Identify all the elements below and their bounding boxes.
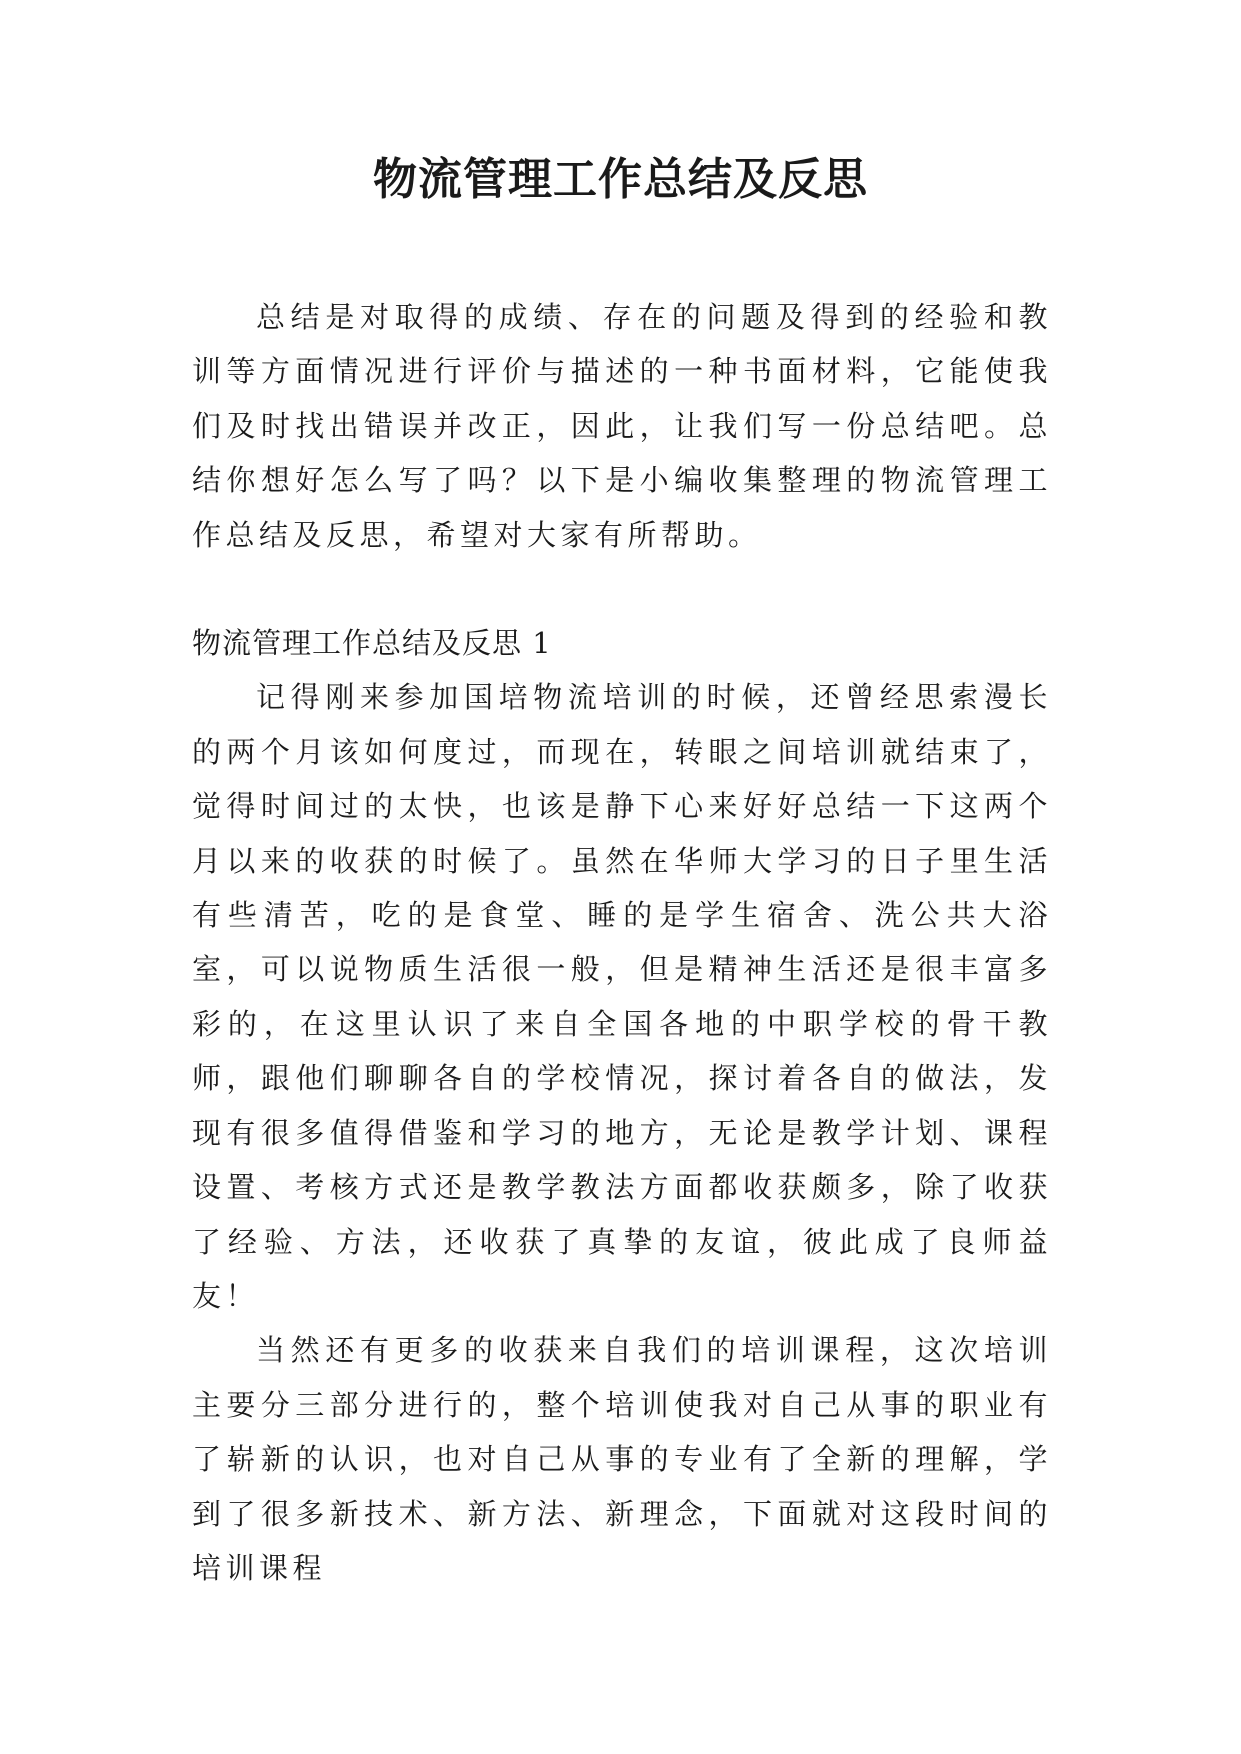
body-paragraph-1: 记得刚来参加国培物流培训的时候，还曾经思索漫长的两个月该如何度过，而现在，转眼之间培训就结束了，觉得时间过的太快，也该是静下心来好好总结一下这两个月以来的收获的时候了。虽然在华师大学习的日子里生活有些清苦，吃的是食堂、睡的是学生宿舍、洗公共大浴室，可以说物质生活很一般，但是精神生活还是很丰富多彩的，在这里认识了来自全国各地的中职学校的骨干教师，跟他们聊聊各自的学校情况，探讨着各自的做法，发现有很多值得借鉴和学习的地方，无论是教学计划、课程设置、考核方式还是教学教法方面都收获颇多，除了收获了经验、方法，还收获了真挚的友谊，彼此成了良师益友！ (192, 680, 1052, 1313)
intro-paragraph: 总结是对取得的成绩、存在的问题及得到的经验和教训等方面情况进行评价与描述的一种书面材料，它能使我们及时找出错误并改正，因此，让我们写一份总结吧。总结你想好怎么写了吗？以下是小编收集整理的物流管理工作总结及反思，希望对大家有所帮助。 (192, 300, 1052, 552)
body-paragraph-2: 当然还有更多的收获来自我们的培训课程，这次培训主要分三部分进行的，整个培训使我对自己从事的职业有了崭新的认识，也对自己从事的专业有了全新的理解，学到了很多新技术、新方法、新理念，下面就对这段时间的培训课程 (192, 1333, 1052, 1585)
document-title: 物流管理工作总结及反思 (373, 154, 868, 205)
document-body (192, 290, 1052, 1595)
section-heading: 物流管理工作总结及反思 1 (192, 626, 552, 661)
